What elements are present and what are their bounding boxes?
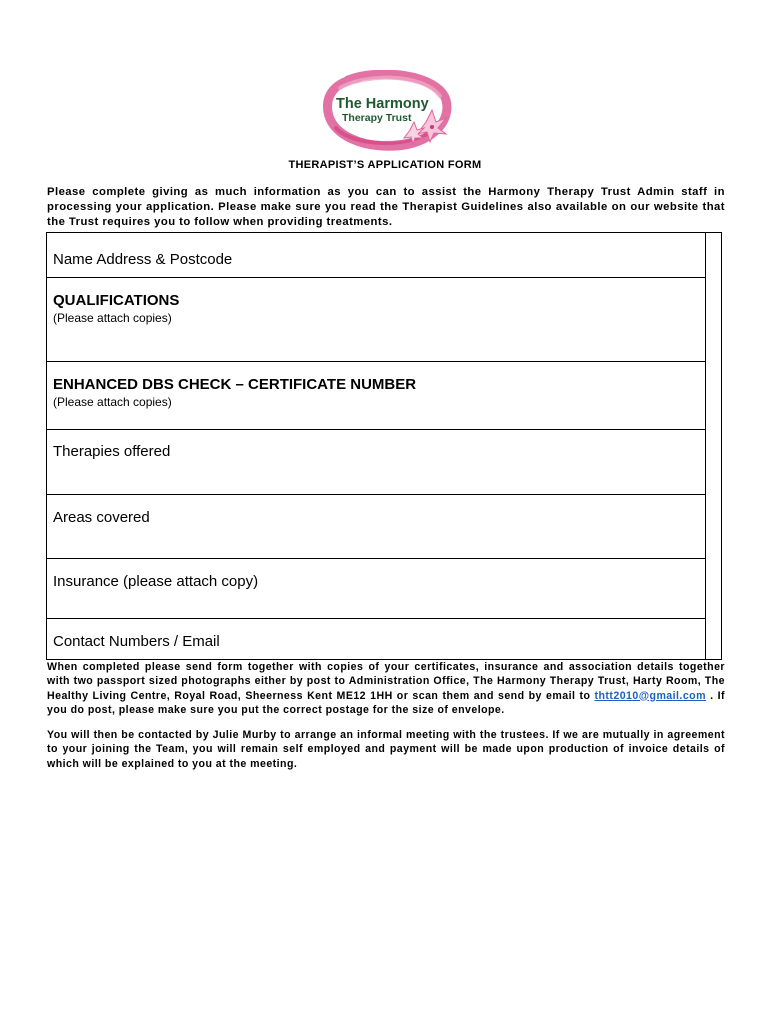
email-link[interactable]: thtt2010@gmail.com	[594, 689, 706, 702]
logo-text-line1: The Harmony	[336, 96, 429, 112]
closing-paragraph	[47, 660, 725, 717]
field-contact-numbers[interactable]	[47, 619, 706, 660]
field-dbs-check[interactable]	[47, 362, 706, 430]
field-areas-covered[interactable]	[47, 495, 706, 559]
field-therapies-offered[interactable]	[47, 430, 706, 495]
field-note: (Please attach copies)	[53, 395, 172, 409]
closing-text-end: . If you do post, please make sure you put the correct postage for the size of envelope.	[47, 689, 725, 716]
closing-text: When completed please send form together with copies of your certificates, insurance and association details together with two passport sized photographs either by post to Administration Office, The Harmony Therapy Trust, Harty Room, The Healthy Living Centre, Royal Road, Sheerness Kent ME12 1HH or scan them and send by email to	[47, 661, 725, 702]
field-label: QUALIFICATIONS	[53, 292, 180, 309]
application-form-table	[46, 232, 722, 660]
form-title: THERAPIST’S APPLICATION FORM	[288, 159, 482, 171]
intro-paragraph: Please complete giving as much information as you can to assist the Harmony Therapy Trust Admin staff in processing your application. Please make sure you read the Therapist Guidelines also available on our website that the Trust requires you to follow when providing treatments.	[47, 186, 725, 228]
field-label: Contact Numbers / Email	[53, 633, 220, 650]
field-label: Name Address & Postcode	[53, 251, 233, 268]
field-label: Areas covered	[53, 509, 150, 526]
field-insurance[interactable]	[47, 559, 706, 619]
field-label: Therapies offered	[53, 443, 171, 460]
logo-text-line2: Therapy Trust	[342, 112, 412, 124]
meeting-paragraph: You will then be contacted by Julie Murby to arrange an informal meeting with the trustees. If we are mutually in agreement to your joining the Team, you will remain self employed and payment will be made upon production of invoice details of which will be explained to you at the meeting.	[47, 729, 725, 770]
logo-graphic	[318, 70, 456, 152]
harmony-therapy-trust-logo	[318, 70, 456, 152]
field-label: ENHANCED DBS CHECK – CERTIFICATE NUMBER	[53, 376, 417, 393]
field-qualifications[interactable]	[47, 278, 706, 362]
field-note: (Please attach copies)	[53, 311, 172, 325]
field-name-address[interactable]	[47, 233, 706, 278]
field-label: Insurance (please attach copy)	[53, 573, 259, 590]
